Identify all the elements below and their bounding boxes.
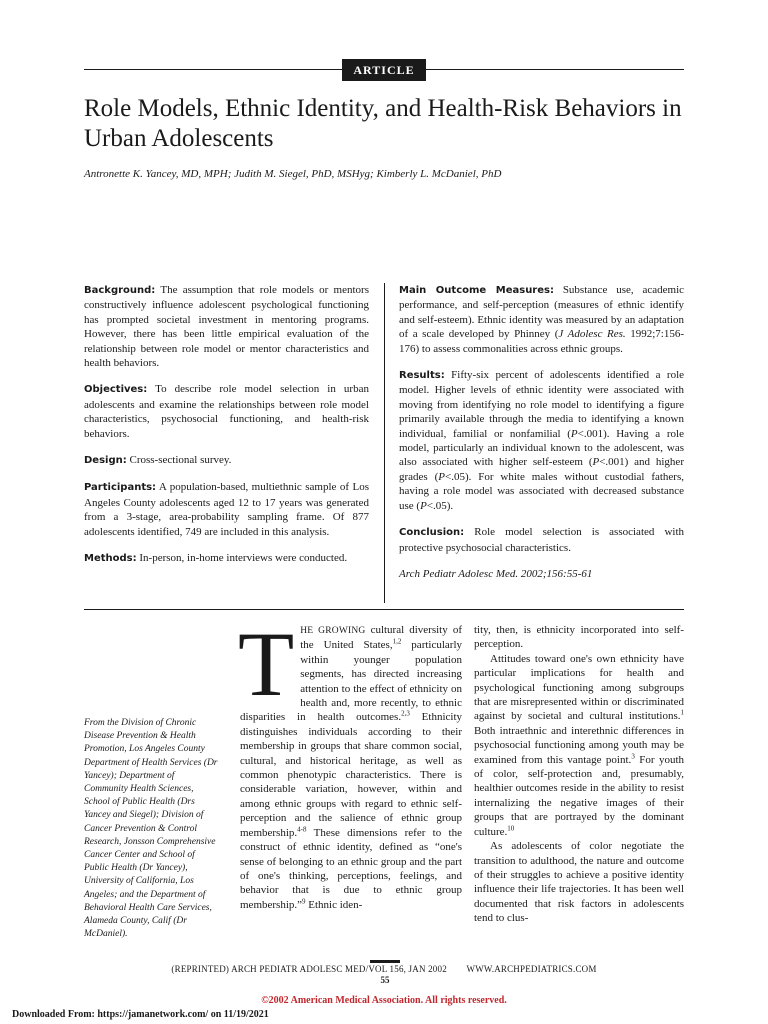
body-text: Both intraethnic and interethnic differences in psychosocial functioning among youth may be examined from this vantage point. [474,724,684,766]
body-text: Attitudes toward one's own ethnicity have particular implications for health and psychological functioning among subgroups that are misrepresented within or discriminated against by societal and cultural institutions. [474,652,684,723]
body-text: particularly within younger population segments, has directed increasing attention to the effect of ethnicity on health and, more recently, to ethnic disparities in health outcomes. [240,639,463,724]
section-text: <.001) and higher grades ( [399,456,684,483]
body-text: These dimensions refer to the construct of ethnic identity, defined as “one's sense of belonging to an ethnic group and the part of one's thinking, perceptions, feelings, and behavior that is due to ethnic group membership.” [240,826,462,911]
page-number-bar [370,960,400,963]
body-text: For youth of color, self-protection and, presumably, healthier outcomes reside in the ability to resist internalizing the negative images of their groups that are portrayed by the dominant culture. [474,753,684,838]
section-text: 1992;7:156-176) to assess commonalities across ethnic groups. [399,328,685,355]
section-heading: Participants: [84,482,157,494]
drop-cap: T [238,613,295,715]
p-value-symbol: P [438,470,445,483]
abstract-results [399,368,684,513]
body-paragraph: As adolescents of color negotiate the transition to adulthood, the nature and outcome of their struggles to achieve a positive identity influence their life trajectories. It has been well documented that risk factors in adolescents tend to clus- [474,840,684,925]
section-text: <.05). For white males without custodial fathers, having a role model was associated with decreased substance use ( [399,470,684,512]
author-affiliation: From the Division of Chronic Disease Prevention & Health Promotion, Los Angeles County Department of Health Services (Dr Yancey); Department of Community Health Sciences, School of Public Health (Drs Yancey and Siegel); Division of Cancer Prevention & Control Research, Jonsson Comprehensive Cancer Center and School of Public Health (Dr Yancey), University of California, Los Angeles; and the Department of Behavioral Health Care Services, Alameda County, Calif (Dr McDaniel). [84,718,218,940]
section-text: In-person, in-home interviews were conducted. [139,552,348,565]
p-value-symbol: P [420,499,427,512]
section-text: The assumption that role models or mentors constructively influence adolescent psychological functioning has prompted societal investment in mentoring programs. However, there has been little empirical evaluation of the relationship between role model or mentor characteristics and health behaviors. [84,284,369,370]
abstract-column-divider [384,283,385,603]
abstract-right-column [399,283,684,593]
reference-superscript: 10 [507,824,515,833]
small-caps-lead: HE GROWING [300,626,366,636]
running-footer: (REPRINTED) ARCH PEDIATR ADOLESC MED/VOL 156, JAN 2002 WWW.ARCHPEDIATRICS.COM [171,964,597,974]
download-stamp: Downloaded From: https://jamanetwork.com/ on 11/19/2021 [12,1009,269,1020]
section-heading: Results: [399,370,445,382]
abstract-conclusion [399,525,684,555]
abstract-background [84,283,369,370]
abstract-objectives [84,382,369,441]
body-text: Ethnic iden- [305,898,363,911]
body-text: Ethnicity distinguishes individuals according to their membership in groups that share common social, cultural, and historical heritage, as well as common phenotypic characteristics. There is considerable variation, however, within and among ethnic groups with regard to ethnic self-perception and the salience of ethnic group membership. [240,711,462,839]
section-text: A population-based, multiethnic sample of Los Angeles County adolescents aged 12 to 17 years was generated from a 3-stage, area-probability sampling frame. Of 877 adolescents identified, 749 are included in this analysis. [84,481,369,538]
article-type-label: ARTICLE [342,59,426,81]
section-heading: Objectives: [84,384,148,396]
journal-name: J Adolesc Res. [558,328,626,341]
abstract-participants [84,480,369,539]
abstract-left-column [84,283,369,579]
section-heading: Methods: [84,553,137,565]
section-heading: Background: [84,285,156,296]
reference-superscript: 3 [631,752,635,760]
section-text: Substance use, academic performance, and self-perception (measures of ethnic identify and self-esteem). Ethnic identity was measured by an adaptation of a scale developed by Phinney ( [399,284,685,341]
copyright-notice: ©2002 American Medical Association. All rights reserved. [261,995,507,1006]
section-text: <.001). Having a role model, particularly an individual known to the adolescent, was also associated with higher self-esteem ( [399,427,684,469]
reference-superscript: 1 [680,708,684,717]
reference-superscript: 9 [302,897,306,906]
abstract-main-outcome [399,283,684,356]
section-heading: Conclusion: [399,527,465,539]
section-text: Cross-sectional survey. [129,454,232,467]
section-text: Role model selection is associated with protective psychosocial characteristics. [399,526,684,554]
body-paragraph: tity, then, is ethnicity incorporated into self-perception. [474,624,684,651]
abstract-bottom-rule [84,609,684,610]
reference-superscript: 4-8 [297,825,307,834]
author-list: Antronette K. Yancey, MD, MPH; Judith M. Siegel, PhD, MSHyg; Kimberly L. McDaniel, PhD [84,168,502,180]
section-text: To describe role model selection in urban adolescents and examine the relationships between role model characteristics, psychosocial functioning, and health-risk behaviors. [84,383,369,440]
body-paragraph [474,652,684,839]
article-title: Role Models, Ethnic Identity, and Health-Risk Behaviors in Urban Adolescents [84,95,682,152]
p-value-symbol: P [592,456,600,469]
page-number: 55 [380,975,390,985]
body-column-1 [238,613,463,912]
body-paragraph [238,613,463,912]
body-column-2 [474,623,684,926]
section-text: Fifty-six percent of adolescents identified a role model. Higher levels of ethnic identity were associated with moving from identifying no role model to identifying a figure primarily available through the media to identifying a known individual, familial or nonfamilial ( [399,369,685,440]
abstract-design [84,453,369,468]
journal-citation: Arch Pediatr Adolesc Med. 2002;156:55-61 [399,567,593,580]
abstract-methods [84,551,369,566]
section-text: <.05). [426,499,454,512]
reference-superscript: 2,3 [401,709,410,718]
reference-superscript: 1,2 [392,637,402,646]
p-value-symbol: P [570,427,578,440]
section-heading: Main Outcome Measures: [399,285,554,296]
section-heading: Design: [84,455,127,467]
body-text: cultural diversity of the United States, [300,624,462,652]
